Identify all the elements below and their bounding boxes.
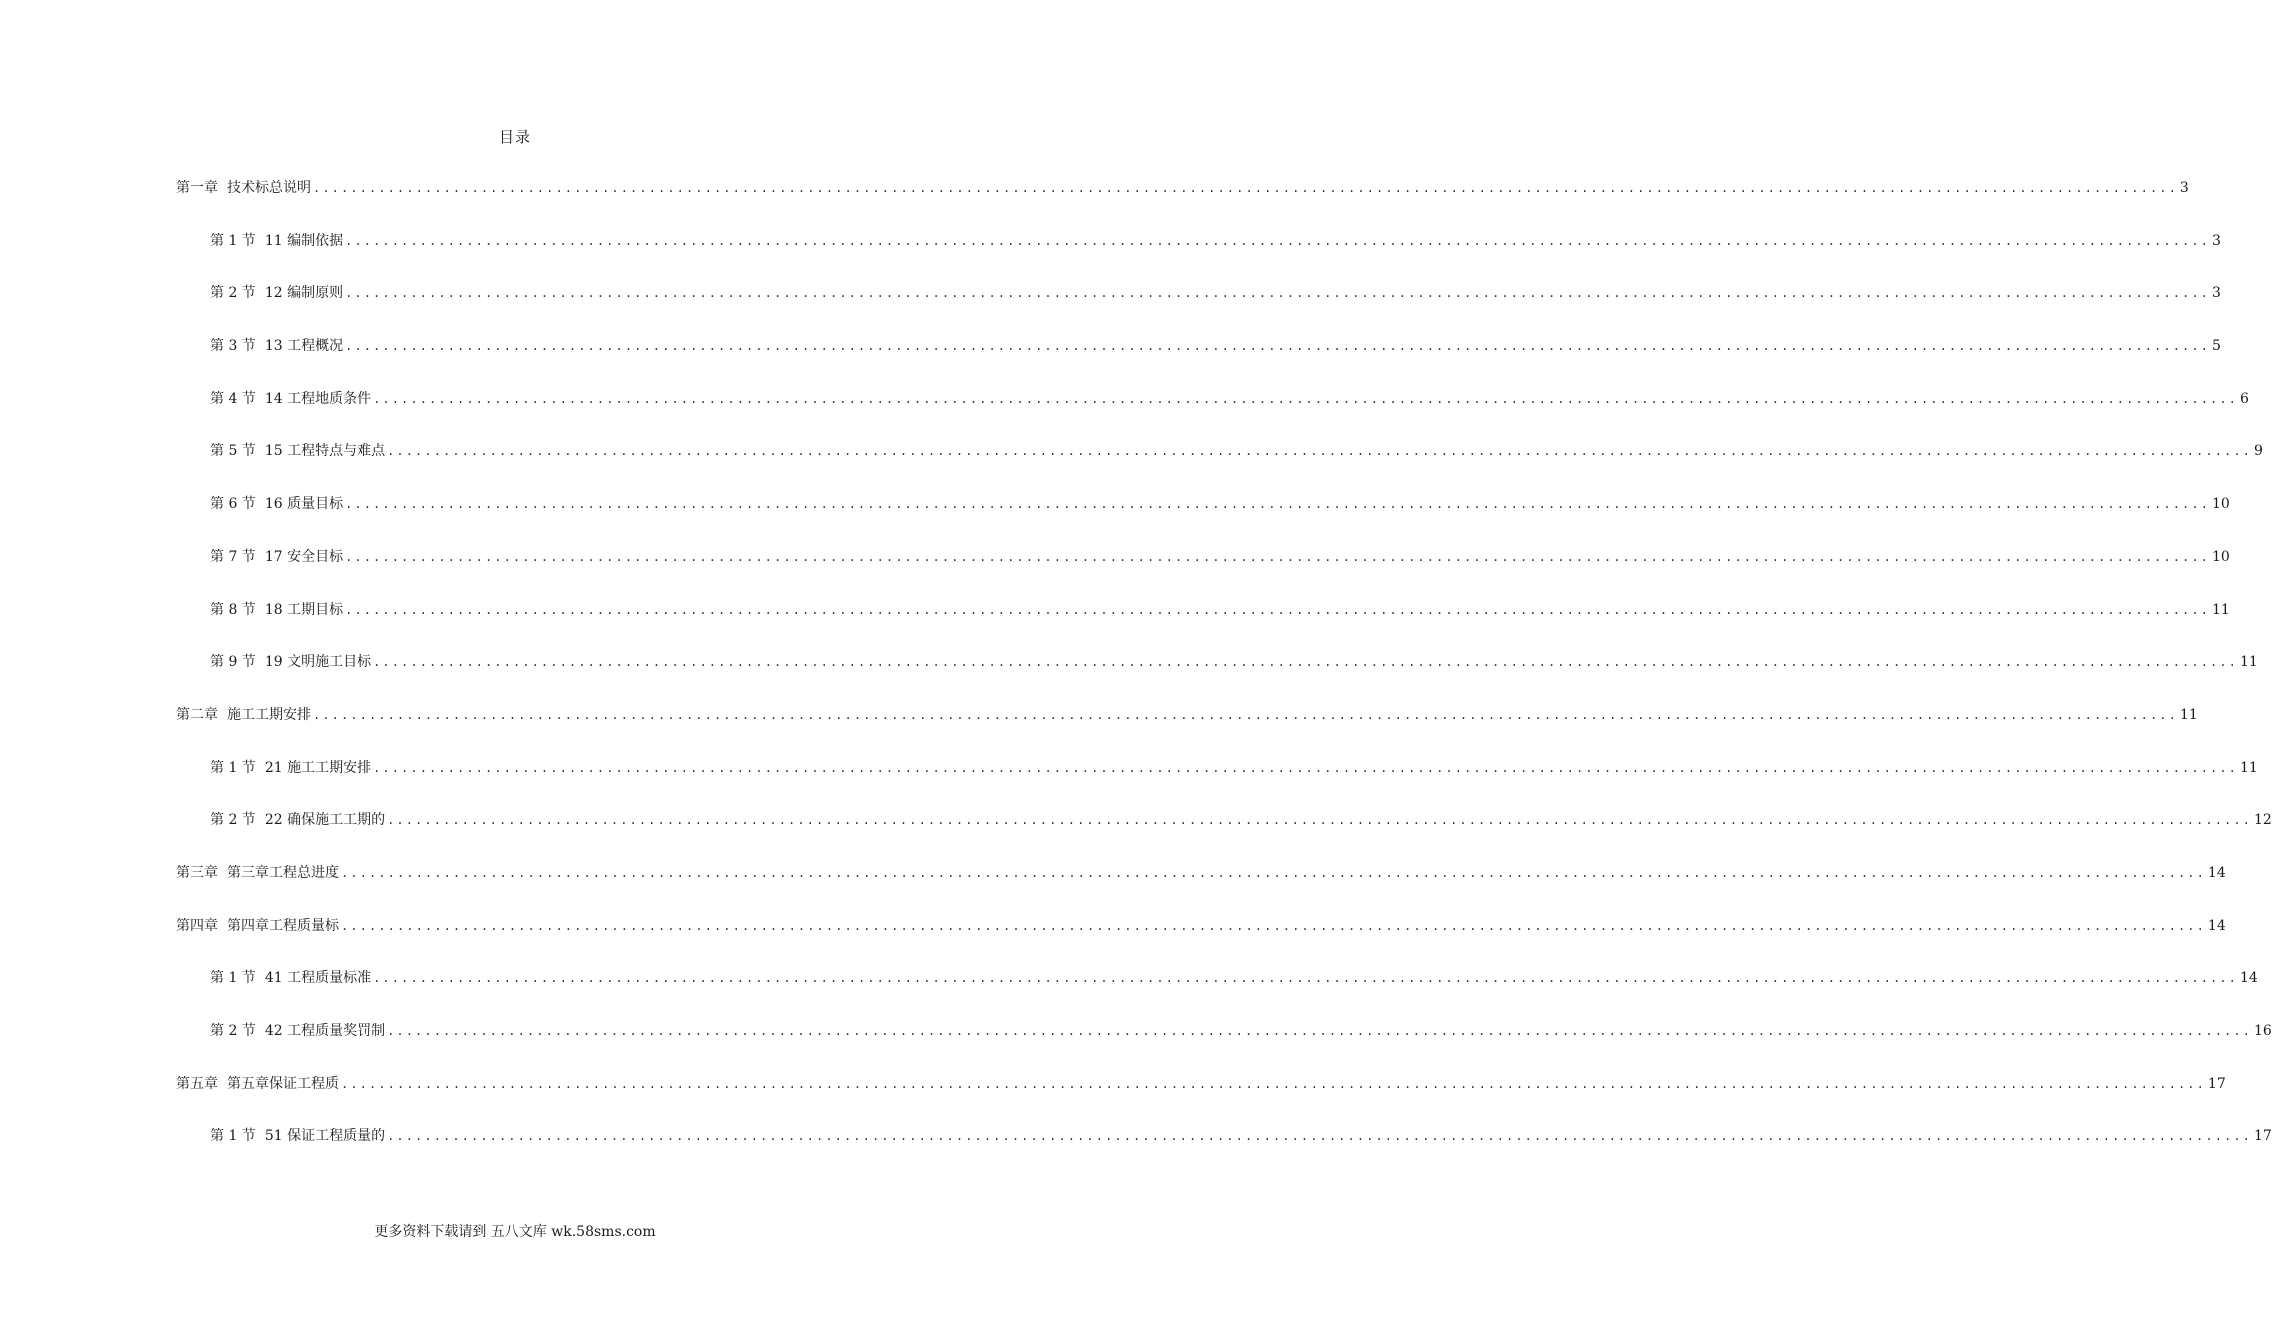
toc-entry-number: 第二章 bbox=[176, 706, 218, 723]
toc-entry-text: 22 确保施工工期的 bbox=[264, 812, 386, 829]
toc-chapter-entry[interactable] bbox=[0, 702, 2198, 755]
toc-dot-leader: ........................................................................................................................................................................................................ bbox=[387, 1024, 2252, 1038]
toc-entry-text: 19 文明施工目标 bbox=[264, 654, 372, 671]
toc-entry-label bbox=[176, 175, 311, 201]
toc-entry-text: 42 工程质量奖罚制 bbox=[264, 1023, 386, 1039]
toc-section-entry[interactable] bbox=[0, 544, 2230, 597]
toc-entry-text: 11 编制依据 bbox=[264, 232, 344, 249]
toc-dot-leader: ........................................................................................................................................................................................................ bbox=[341, 865, 2206, 880]
toc-entry-text: 第五章保证工程质 bbox=[227, 1075, 339, 1092]
toc-entry-number: 第四章 bbox=[176, 917, 218, 934]
toc-entry-text: 18 工期目标 bbox=[264, 601, 344, 618]
toc-page-number: 6 bbox=[2240, 390, 2249, 407]
toc-entry-text: 施工工期安排 bbox=[227, 706, 311, 723]
toc-entry-number: 第 2 节 bbox=[210, 285, 256, 302]
toc-chapter-entry[interactable] bbox=[0, 175, 2189, 228]
toc-section-entry[interactable] bbox=[0, 649, 2258, 702]
toc-entry-label bbox=[210, 228, 343, 254]
toc-entry-text: 12 编制原则 bbox=[264, 285, 344, 302]
toc-entry-text: 第四章工程质量标 bbox=[227, 917, 339, 934]
toc-entry-number: 第 4 节 bbox=[210, 390, 256, 407]
toc-entry-label bbox=[210, 280, 343, 306]
toc-entry-number: 第 1 节 bbox=[210, 759, 256, 776]
toc-section-entry[interactable] bbox=[0, 491, 2230, 544]
toc-entry-text: 14 工程地质条件 bbox=[264, 390, 372, 407]
toc-entry-number: 第一章 bbox=[176, 180, 218, 196]
footer-note: 更多资料下载请到 五八文库 wk.58sms.com bbox=[374, 1224, 656, 1240]
toc-entry-text: 13 工程概况 bbox=[264, 338, 344, 355]
toc-dot-leader: ........................................................................................................................................................................................................ bbox=[345, 286, 2210, 301]
toc-entry-label bbox=[210, 807, 385, 833]
toc-entry-label bbox=[176, 860, 339, 886]
toc-dot-leader: ........................................................................................................................................................................................................ bbox=[345, 233, 2210, 248]
toc-chapter-entry[interactable] bbox=[0, 860, 2226, 913]
toc-entry-number: 第 9 节 bbox=[210, 654, 256, 671]
toc-entry-text: 51 保证工程质量的 bbox=[264, 1128, 386, 1145]
toc-dot-leader: ........................................................................................................................................................................................................ bbox=[341, 918, 2206, 933]
toc-entry-label bbox=[210, 386, 371, 412]
toc-page-number: 11 bbox=[2212, 601, 2230, 618]
toc-section-entry[interactable] bbox=[0, 280, 2221, 333]
toc-entry-label bbox=[210, 491, 343, 517]
toc-list bbox=[0, 175, 2272, 1176]
toc-dot-leader: ........................................................................................................................................................................................................ bbox=[387, 444, 2252, 459]
toc-entry-number: 第 7 节 bbox=[210, 548, 256, 565]
toc-entry-text: 第三章工程总进度 bbox=[227, 864, 339, 881]
toc-entry-label bbox=[176, 913, 339, 939]
toc-section-entry[interactable] bbox=[0, 438, 2263, 491]
toc-section-entry[interactable] bbox=[0, 755, 2258, 808]
toc-entry-number: 第五章 bbox=[176, 1075, 218, 1092]
toc-entry-label bbox=[210, 438, 385, 464]
toc-page-number: 12 bbox=[2254, 812, 2272, 829]
toc-page-number: 16 bbox=[2254, 1023, 2272, 1039]
toc-page-number: 17 bbox=[2254, 1128, 2272, 1145]
toc-entry-number: 第 1 节 bbox=[210, 970, 256, 987]
toc-page-number: 10 bbox=[2212, 496, 2230, 513]
toc-dot-leader: ........................................................................................................................................................................................................ bbox=[373, 760, 2238, 775]
toc-page-number: 11 bbox=[2240, 759, 2258, 776]
toc-entry-text: 41 工程质量标准 bbox=[264, 970, 372, 987]
toc-dot-leader: ........................................................................................................................................................................................................ bbox=[313, 707, 2178, 722]
toc-page-number: 3 bbox=[2179, 180, 2189, 196]
toc-entry-label bbox=[210, 597, 343, 623]
toc-section-entry[interactable] bbox=[0, 807, 2272, 860]
toc-dot-leader: ........................................................................................................................................................................................................ bbox=[345, 602, 2210, 617]
toc-section-entry[interactable] bbox=[0, 386, 2249, 439]
toc-section-entry[interactable] bbox=[0, 965, 2258, 1018]
toc-page-number: 5 bbox=[2212, 338, 2221, 355]
toc-entry-label bbox=[210, 1123, 385, 1149]
toc-dot-leader: ........................................................................................................................................................................................................ bbox=[373, 971, 2238, 986]
toc-page-number: 11 bbox=[2240, 654, 2258, 671]
toc-entry-label bbox=[210, 649, 371, 675]
toc-dot-leader: ........................................................................................................................................................................................................ bbox=[387, 1129, 2252, 1144]
toc-entry-number: 第 1 节 bbox=[210, 1128, 256, 1145]
toc-entry-text: 15 工程特点与难点 bbox=[264, 443, 386, 460]
toc-page-number: 3 bbox=[2212, 232, 2221, 249]
toc-entry-text: 21 施工工期安排 bbox=[264, 759, 372, 776]
toc-section-entry[interactable] bbox=[0, 1018, 2272, 1071]
toc-entry-label bbox=[176, 702, 311, 728]
toc-page-number: 10 bbox=[2212, 548, 2230, 565]
toc-entry-number: 第 1 节 bbox=[210, 232, 256, 249]
toc-entry-label bbox=[210, 755, 371, 781]
toc-dot-leader: ........................................................................................................................................................................................................ bbox=[345, 339, 2210, 354]
toc-entry-label bbox=[176, 1071, 339, 1097]
toc-entry-label bbox=[210, 333, 343, 359]
toc-entry-text: 16 质量目标 bbox=[264, 496, 344, 513]
toc-dot-leader: ........................................................................................................................................................................................................ bbox=[345, 497, 2210, 512]
toc-entry-text: 17 安全目标 bbox=[264, 548, 344, 565]
toc-entry-number: 第 3 节 bbox=[210, 338, 256, 355]
toc-dot-leader: ........................................................................................................................................................................................................ bbox=[345, 549, 2210, 564]
toc-entry-number: 第 2 节 bbox=[210, 812, 256, 829]
toc-page-number: 3 bbox=[2212, 285, 2221, 302]
toc-entry-number: 第 6 节 bbox=[210, 496, 256, 513]
toc-page-number: 14 bbox=[2240, 970, 2258, 987]
toc-title: 目录 bbox=[498, 128, 531, 146]
toc-entry-number: 第三章 bbox=[176, 864, 218, 881]
toc-chapter-entry[interactable] bbox=[0, 913, 2226, 966]
toc-entry-label bbox=[210, 1018, 385, 1044]
toc-page-number: 14 bbox=[2207, 917, 2226, 934]
toc-section-entry[interactable] bbox=[0, 333, 2221, 386]
toc-page-number: 17 bbox=[2207, 1075, 2226, 1092]
toc-dot-leader: ........................................................................................................................................................................................................ bbox=[373, 391, 2238, 406]
toc-section-entry[interactable] bbox=[0, 1123, 2272, 1176]
toc-page-number: 14 bbox=[2207, 864, 2226, 881]
toc-dot-leader: ........................................................................................................................................................................................................ bbox=[313, 181, 2178, 195]
toc-entry-number: 第 5 节 bbox=[210, 443, 256, 460]
toc-page-number: 11 bbox=[2179, 706, 2198, 723]
toc-dot-leader: ........................................................................................................................................................................................................ bbox=[341, 1076, 2206, 1091]
toc-entry-number: 第 2 节 bbox=[210, 1023, 256, 1039]
toc-section-entry[interactable] bbox=[0, 597, 2230, 650]
toc-entry-number: 第 8 节 bbox=[210, 601, 256, 618]
toc-entry-text: 技术标总说明 bbox=[227, 180, 311, 196]
toc-dot-leader: ........................................................................................................................................................................................................ bbox=[387, 813, 2252, 828]
toc-chapter-entry[interactable] bbox=[0, 1071, 2226, 1124]
toc-entry-label bbox=[210, 544, 343, 570]
toc-section-entry[interactable] bbox=[0, 228, 2221, 281]
toc-page-number: 9 bbox=[2254, 443, 2263, 460]
toc-entry-label bbox=[210, 965, 371, 991]
toc-dot-leader: ........................................................................................................................................................................................................ bbox=[373, 655, 2238, 670]
